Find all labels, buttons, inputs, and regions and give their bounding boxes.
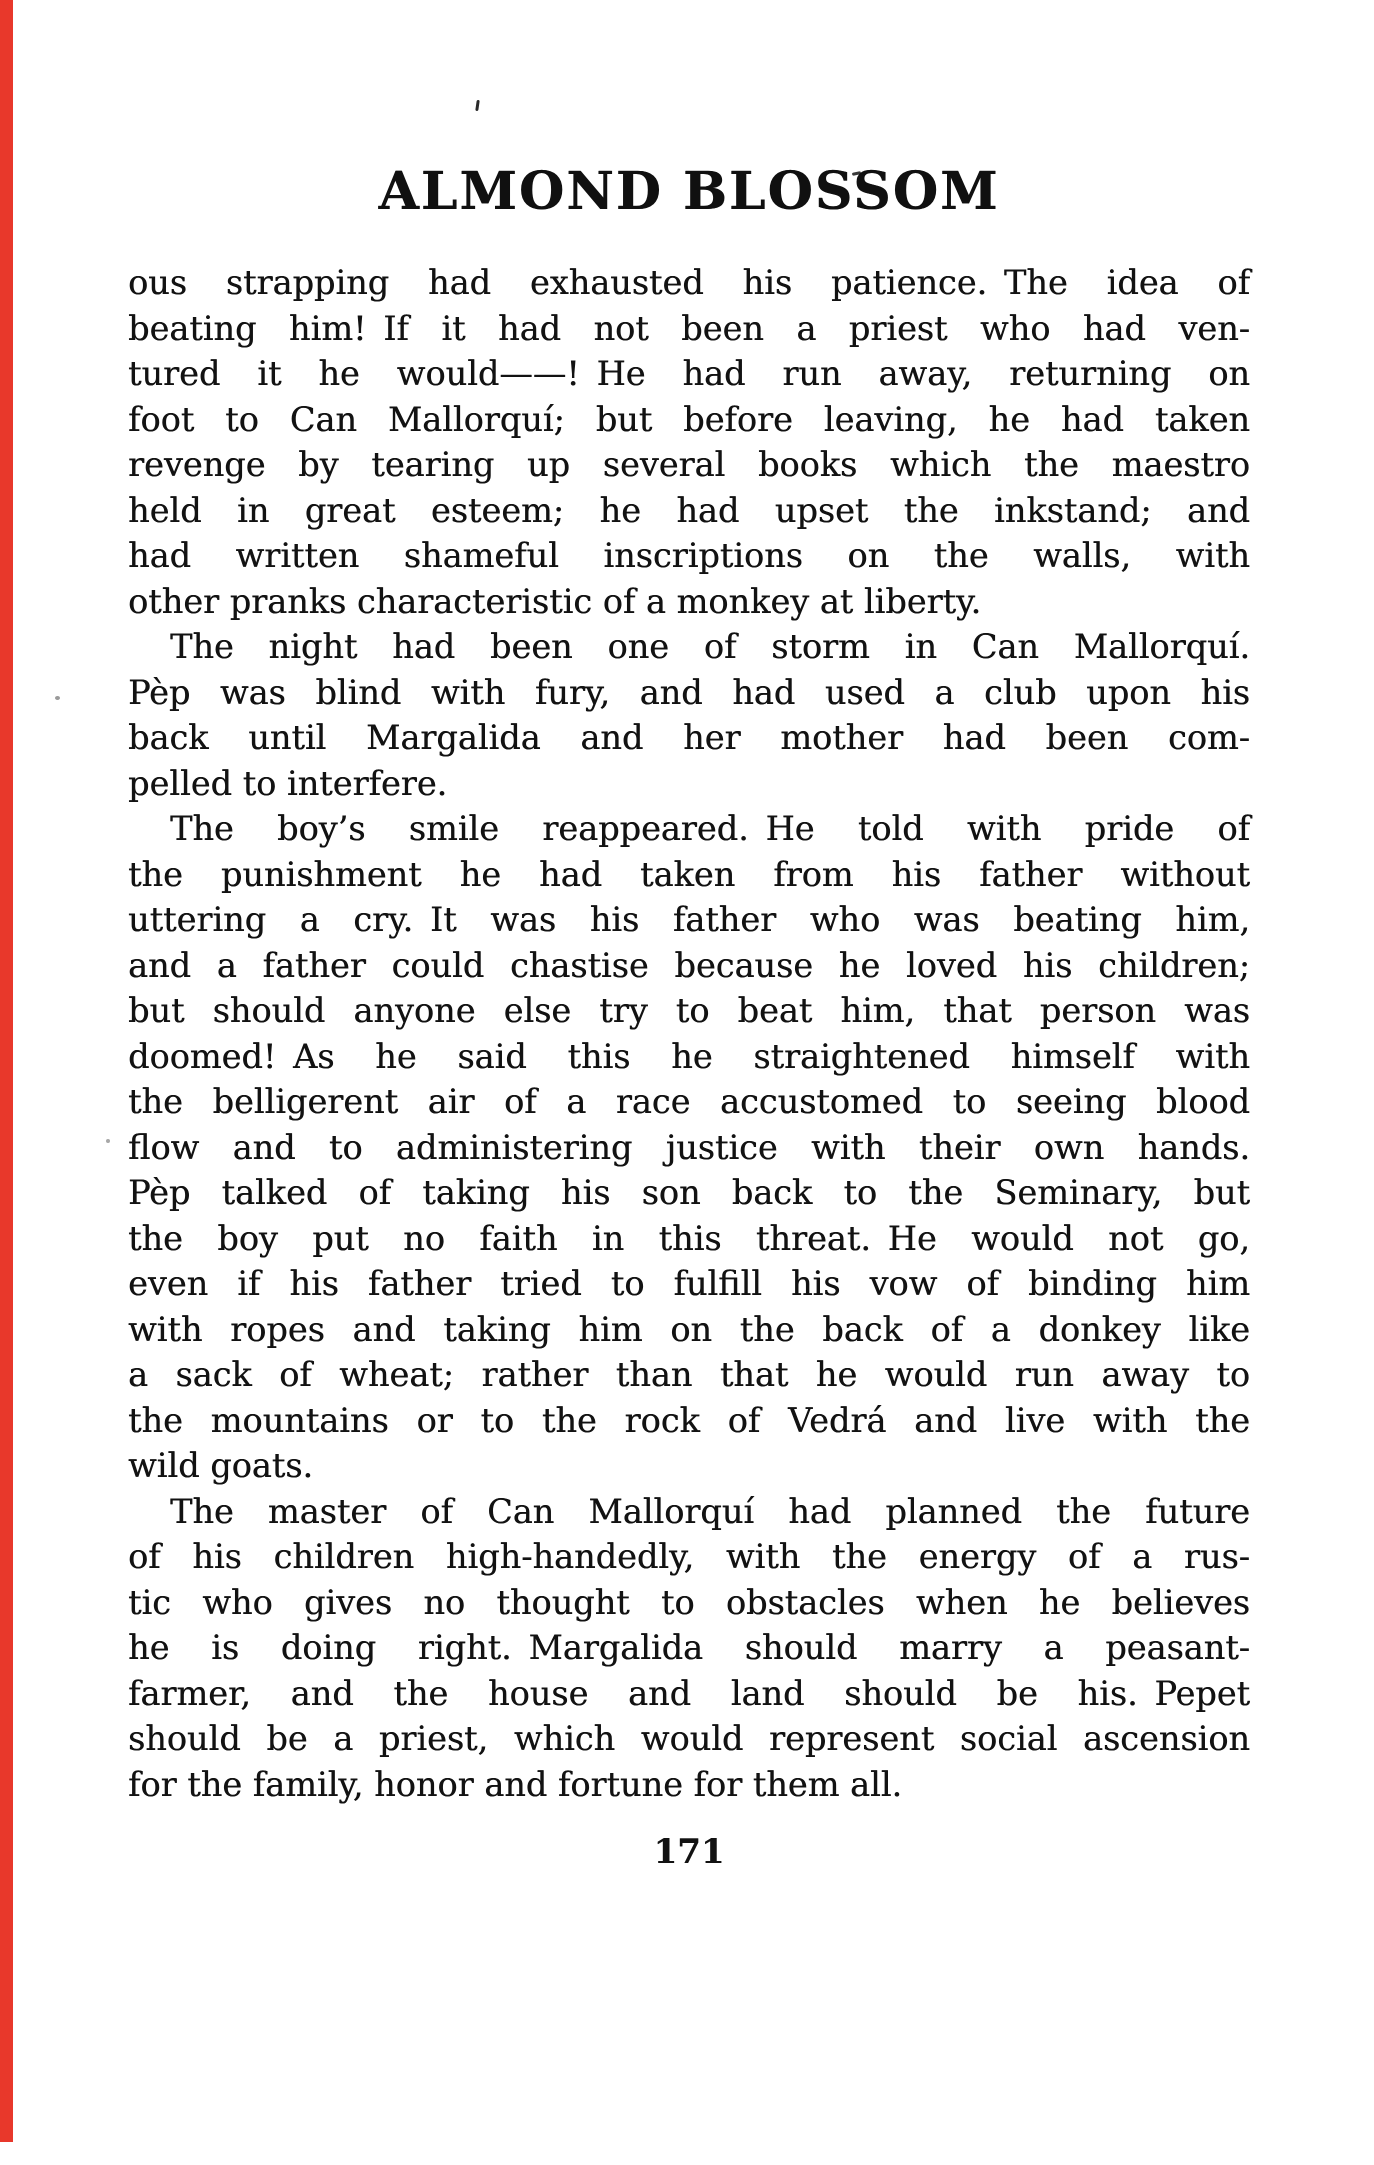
- text-line: with ropes and taking him on the back of a donkey like: [128, 1309, 1250, 1349]
- text-line: had written shameful inscriptions on the walls, with: [128, 536, 1250, 575]
- text-line: back until Margalida and her mother had been com-: [128, 718, 1250, 757]
- page-title: ALMOND BLOSSOM: [378, 161, 1000, 222]
- text-line: the punishment he had taken from his father without: [128, 854, 1250, 894]
- text-line: tured it he would——! He had run away, returning on: [128, 354, 1250, 393]
- book-cover-edge: [0, 0, 13, 2142]
- text-line: doomed! As he said this he straightened himself with: [128, 1036, 1250, 1076]
- text-line: The night had been one of storm in Can Mallorquí.: [170, 627, 1250, 666]
- text-line: tic who gives no thought to obstacles when he believes: [128, 1582, 1250, 1622]
- text-line: foot to Can Mallorquí; but before leaving, he had taken: [128, 399, 1250, 439]
- text-line: The master of Can Mallorquí had planned the future: [170, 1491, 1250, 1531]
- ink-speck: [106, 1139, 110, 1143]
- text-line: beating him! If it had not been a priest who had ven-: [128, 308, 1250, 348]
- text-line: farmer, and the house and land should be his. Pepet: [128, 1673, 1250, 1713]
- text-line: the mountains or to the rock of Vedrá and live with the: [128, 1400, 1250, 1440]
- text-line: The boy’s smile reappeared. He told with pride of: [170, 809, 1250, 848]
- text-line: Pèp talked of taking his son back to the Seminary, but: [128, 1173, 1250, 1212]
- text-line: the belligerent air of a race accustomed to seeing blood: [128, 1082, 1250, 1121]
- text-line: wild goats.: [128, 1446, 314, 1485]
- text-line: pelled to interfere.: [128, 763, 448, 803]
- text-line: he is doing right. Margalida should marry a peasant-: [128, 1628, 1250, 1667]
- text-line: and a father could chastise because he loved his children;: [128, 945, 1250, 985]
- ink-speck: [475, 100, 480, 111]
- text-line: uttering a cry. It was his father who was beating him,: [128, 900, 1250, 939]
- page-number: 171: [653, 1832, 725, 1872]
- text-line: for the family, honor and fortune for them all.: [128, 1764, 903, 1804]
- text-line: flow and to administering justice with their own hands.: [128, 1127, 1250, 1167]
- page-body-text: [128, 260, 1250, 1807]
- text-line: but should anyone else try to beat him, that person was: [128, 991, 1250, 1030]
- text-line: held in great esteem; he had upset the inkstand; and: [128, 490, 1250, 530]
- text-line: other pranks characteristic of a monkey at liberty.: [128, 581, 982, 621]
- text-line: revenge by tearing up several books which the maestro: [128, 445, 1250, 484]
- ink-speck: [55, 696, 60, 700]
- text-line: should be a priest, which would represent social ascension: [128, 1719, 1250, 1758]
- text-line: the boy put no faith in this threat. He would not go,: [128, 1218, 1250, 1258]
- text-line: of his children high-handedly, with the energy of a rus-: [128, 1537, 1250, 1576]
- text-line: Pèp was blind with fury, and had used a club upon his: [128, 672, 1250, 712]
- text-line: even if his father tried to fulfill his vow of binding him: [128, 1264, 1250, 1303]
- text-line: a sack of wheat; rather than that he would run away to: [128, 1355, 1250, 1394]
- text-line: ous strapping had exhausted his patience. The idea of: [128, 263, 1250, 302]
